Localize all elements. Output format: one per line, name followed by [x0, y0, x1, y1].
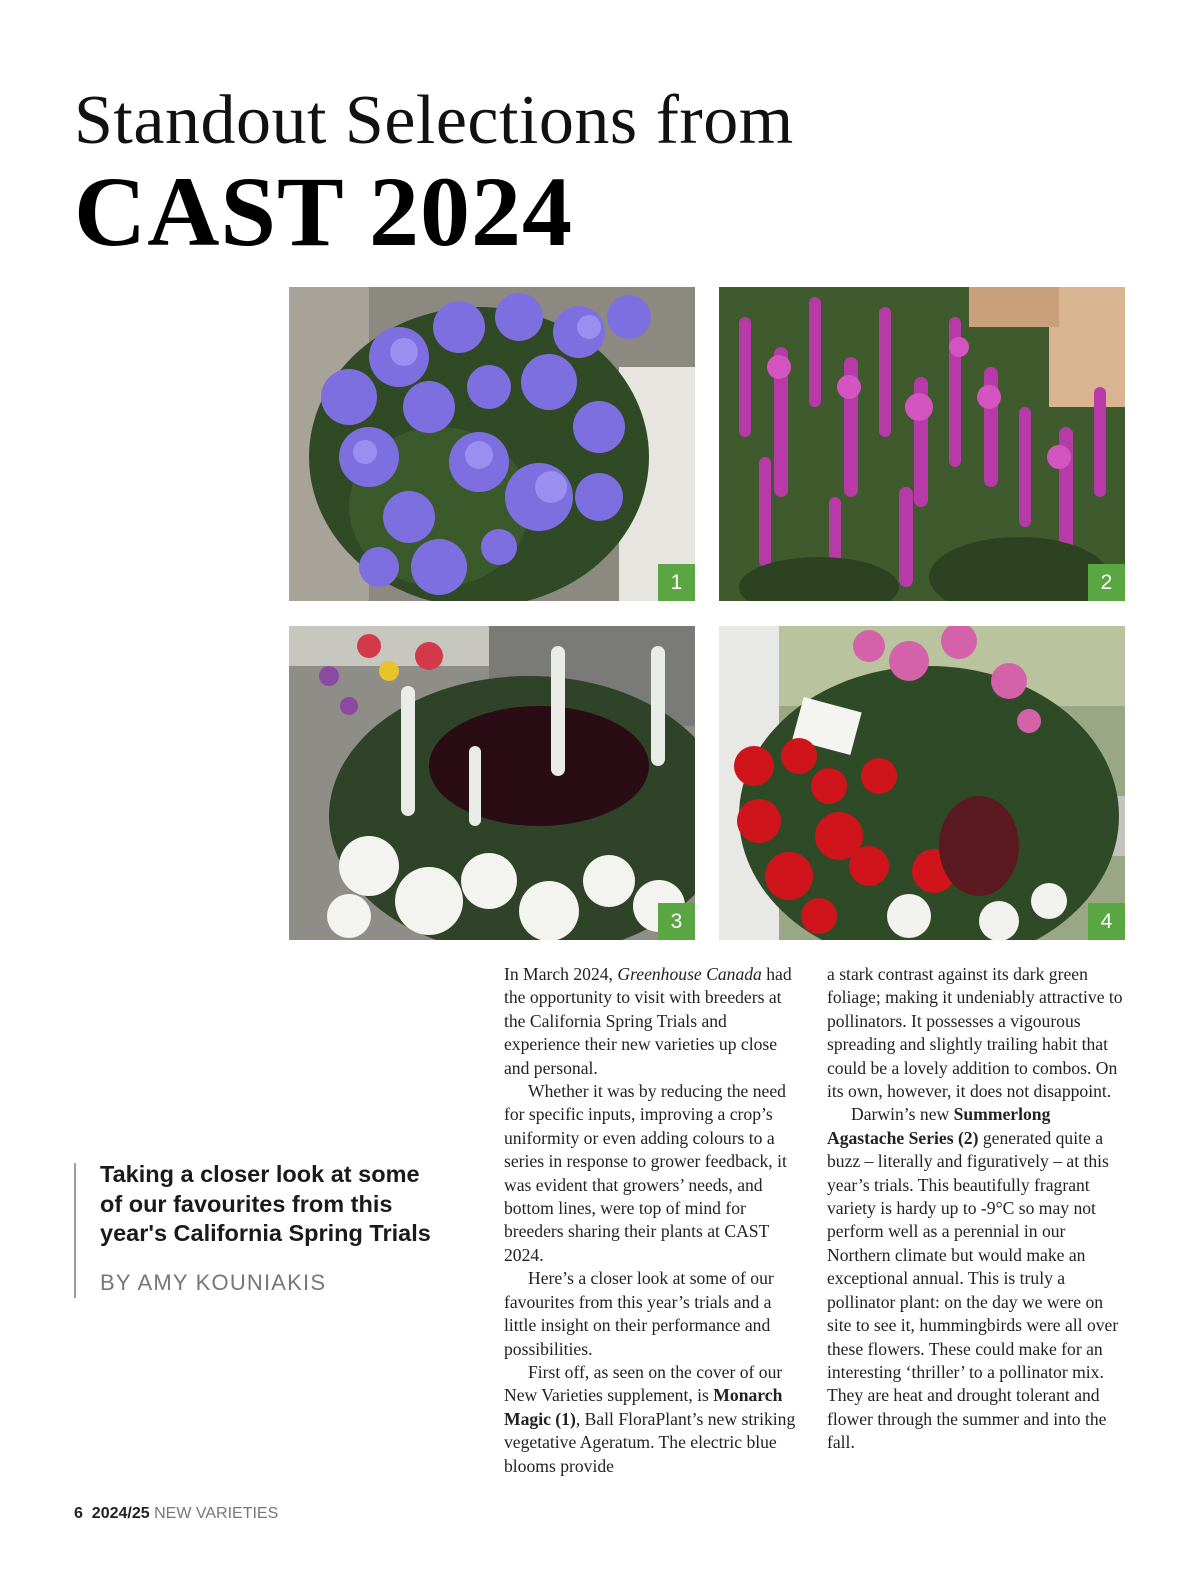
variety-name: Monarch Magic (1)	[504, 1385, 783, 1429]
text-run: Darwin’s new	[851, 1104, 954, 1125]
text-run: had the opportunity to visit with breeders at the California Spring Trials and experience their new varieties up close and personal.	[504, 964, 792, 1078]
footer-publication: NEW VARIETIES	[154, 1505, 279, 1522]
footer-year: 2024/25	[91, 1505, 150, 1522]
text-run: First off, as seen on the cover of our New Varieties supplement, is	[504, 1361, 783, 1406]
page-number: 6	[74, 1505, 83, 1522]
text-run: , Ball FloraPlant’s new striking vegetative Ageratum. The electric blue blooms provide	[504, 1408, 796, 1476]
article-paragraph	[504, 963, 804, 1080]
article-paragraph: Here’s a closer look at some of our favourites from this year’s trials and a little insight on their performance and possibilities.	[504, 1268, 774, 1359]
article-paragraph: a stark contrast against its dark green foliage; making it undeniably attractive to pollinators. It possesses a vigourous spreading and slightly trailing habit that could be a lovely addition to combos. On its own, however, it does not disappoint.	[827, 964, 1123, 1102]
deck-pullout	[74, 1163, 440, 1298]
ageratum-flower-photo	[289, 287, 695, 601]
salvia-combo-photo	[289, 626, 695, 940]
publication-name: Greenhouse Canada	[617, 964, 762, 984]
photo-4	[719, 626, 1125, 940]
page-footer	[74, 1505, 278, 1523]
deck-text: Taking a closer look at some of our favourites from this year's California Spring Trials	[100, 1161, 431, 1246]
photo-number-badge: 4	[1088, 903, 1125, 940]
petunia-dahlia-combo-photo	[719, 626, 1125, 940]
title-line-2: CAST 2024	[74, 156, 573, 267]
article-paragraph: Whether it was by reducing the need for specific inputs, improving a crop’s uniformity or even adding colours to a series in response to grower feedback, it was evident that growers’ needs, and bottom lines, were top of mind for breeders sharing their plants at CAST 2024.	[504, 1081, 787, 1265]
photo-1	[289, 287, 695, 601]
photo-number-badge: 1	[658, 564, 695, 601]
photo-2	[719, 287, 1125, 601]
title-line-1: Standout Selections from	[74, 82, 794, 159]
agastache-flower-photo	[719, 287, 1125, 601]
photo-number-badge: 3	[658, 903, 695, 940]
text-run: In March 2024,	[504, 964, 618, 984]
article-column-2	[827, 963, 1127, 1455]
article-paragraph	[827, 1103, 1127, 1454]
article-column-1	[504, 963, 804, 1478]
photo-3	[289, 626, 695, 940]
text-run: generated quite a buzz – literally and figuratively – at this year’s trials. This beautifully fragrant variety is hardy up to -9°C so may not perform well as a perennial in our Northern climate but would make an exceptional annual. This is truly a pollinator plant: on the day we were on site to see it, hummingbirds were all over these flowers. These could make for an interesting ‘thriller’ to a pollinator mix. They are heat and drought tolerant and flower through the summer and into the fall.	[827, 1127, 1119, 1453]
variety-name: Summerlong Agastache Series (2)	[827, 1104, 1051, 1148]
byline: BY AMY KOUNIAKIS	[100, 1269, 327, 1295]
article-paragraph	[504, 1361, 804, 1478]
photo-number-badge: 2	[1088, 564, 1125, 601]
